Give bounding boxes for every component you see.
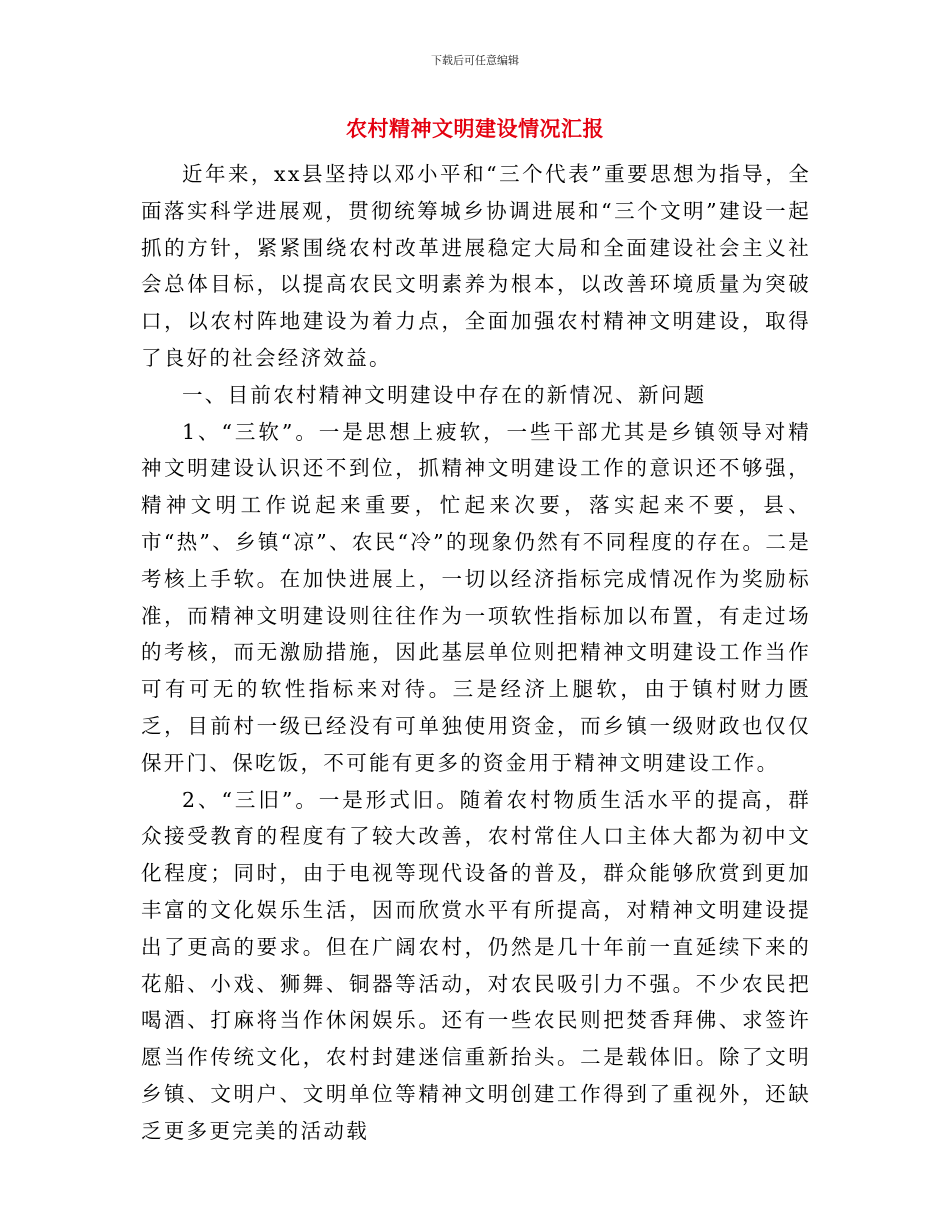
paragraph-intro: 近年来，xx县坚持以邓小平和“三个代表”重要思想为指导，全面落实科学进展观，贯彻统筹城乡协调进展和“三个文明”建设一起抓的方针，紧紧围绕农村改革进展稳定大局和全面建设社会主义社会总体目标，以提高农民文明素养为根本，以改善环境质量为突破口，以农村阵地建设为着力点，全面加强农村精神文明建设，取得了良好的社会经济效益。 <box>141 162 811 370</box>
paragraph-three-soft: 1、“三软”。一是思想上疲软，一些干部尤其是乡镇领导对精神文明建设认识还不到位，抓精神文明建设工作的意识还不够强，精神文明工作说起来重要，忙起来次要，落实起来不要，县、市“热”、乡镇“凉”、农民“冷”的现象仍然有不同程度的存在。二是考核上手软。在加快进展上，一切以经济指标完成情况作为奖励标准，而精神文明建设则往往作为一项软性指标加以布置，有走过场的考核，而无激励措施，因此基层单位则把精神文明建设工作当作可有可无的软性指标来对待。三是经济上腿软，由于镇村财力匮乏，目前村一级已经没有可单独使用资金，而乡镇一级财政也仅仅保开门、保吃饭，不可能有更多的资金用于精神文明建设工作。 <box>141 419 811 775</box>
paragraph-three-old: 2、“三旧”。一是形式旧。随着农村物质生活水平的提高，群众接受教育的程度有了较大改善，农村常住人口主体大都为初中文化程度；同时，由于电视等现代设备的普及，群众能够欣赏到更加丰富的文化娱乐生活，因而欣赏水平有所提高，对精神文明建设提出了更高的要求。但在广阔农村，仍然是几十年前一直延续下来的花船、小戏、狮舞、铜器等活动，对农民吸引力不强。不少农民把喝酒、打麻将当作休闲娱乐。还有一些农民则把焚香拜佛、求签许愿当作传统文化，农村封建迷信重新抬头。二是载体旧。除了文明乡镇、文明户、文明单位等精神文明创建工作得到了重视外，还缺乏更多更完美的活动载 <box>141 787 811 1143</box>
document-title: 农村精神文明建设情况汇报 <box>346 116 604 141</box>
header-note: 下载后可任意编辑 <box>431 54 519 67</box>
document-body <box>141 156 811 1150</box>
section-heading-1: 一、目前农村精神文明建设中存在的新情况、新问题 <box>182 382 707 407</box>
